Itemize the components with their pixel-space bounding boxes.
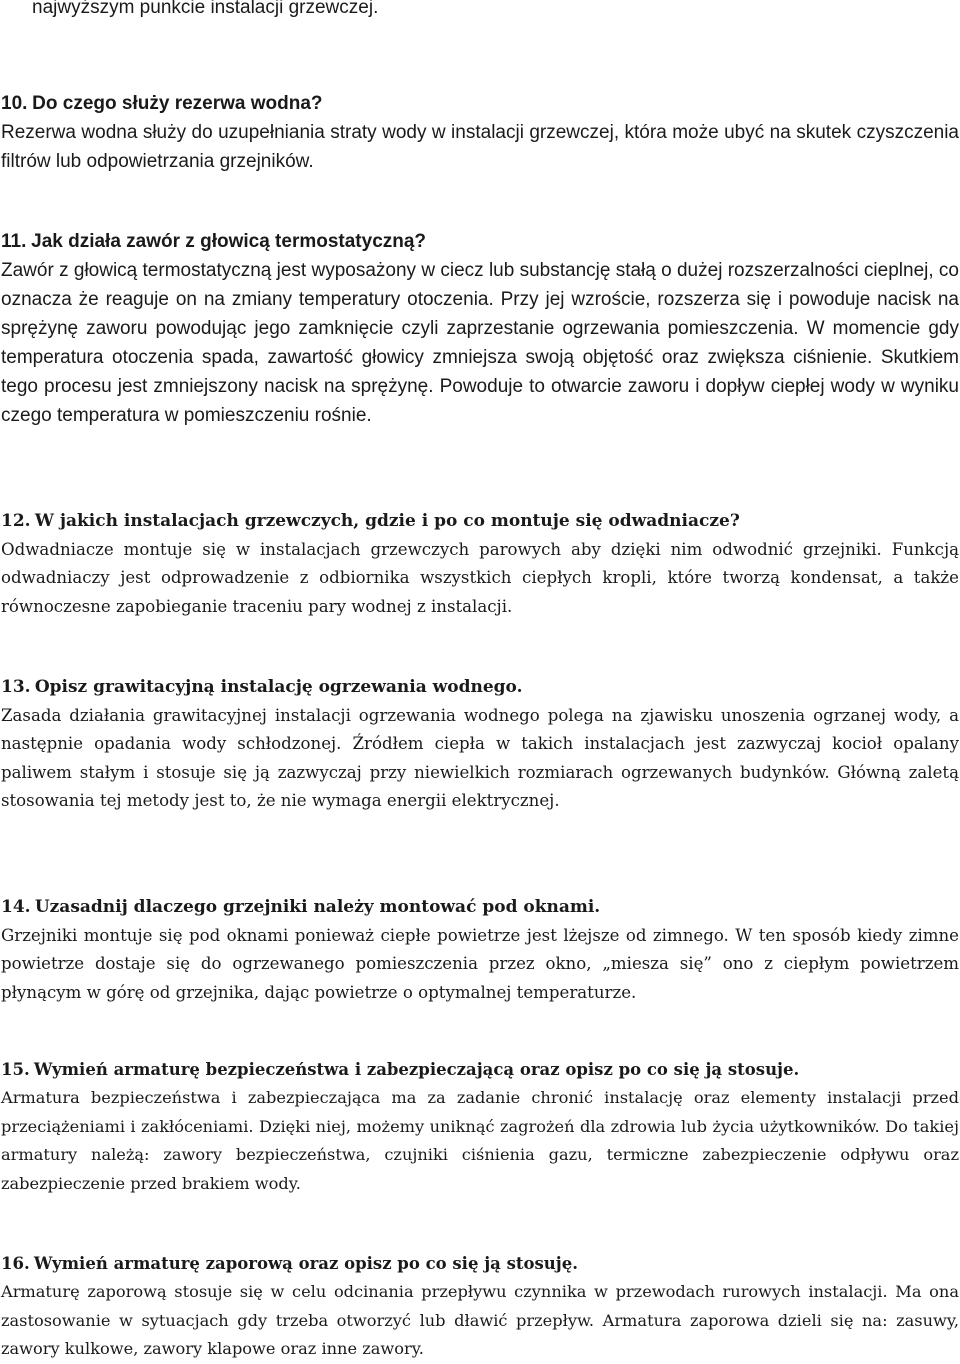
question-title: Wymień armaturę bezpieczeństwa i zabezpieczającą oraz opisz po co się ją stosuje. (33, 1060, 800, 1079)
question-heading (1, 1250, 959, 1278)
question-14 (1, 893, 959, 1007)
question-11 (1, 227, 959, 430)
question-title: Jak działa zawór z głowicą termostatyczną? (31, 231, 427, 252)
question-number: 10. (1, 93, 28, 114)
question-10 (1, 89, 959, 176)
intro-continuation-text: najwyższym punkcie instalacji grzewczej. (32, 0, 379, 18)
question-15 (1, 1056, 959, 1199)
answer-text: Zawór z głowicą termostatyczną jest wyposażony w ciecz lub substancję stałą o dużej rozszerzalności cieplnej, co oznacza że reaguje on na zmiany temperatury otoczenia. Przy jej wzroście, rozszerza się i powoduje nacisk na sprężynę zaworu powodując jego zamknięcie czyli zaprzestanie ogrzewania pomieszczenia. W momencie gdy temperatura otoczenia spada, zawartość głowicy zmniejsza swoją objętość oraz zwiększa ciśnienie. Skutkiem tego procesu jest zmniejszony nacisk na sprężynę. Powoduje to otwarcie zaworu i dopływ ciepłej wody w wyniku czego temperatura w pomieszczeniu rośnie. (1, 260, 959, 426)
question-title: Do czego służy rezerwa wodna? (32, 93, 323, 114)
question-title: Uzasadnij dlaczego grzejniki należy montować pod oknami. (34, 897, 601, 917)
question-12 (1, 507, 959, 621)
question-heading (1, 673, 959, 702)
answer-text: Armaturę zaporową stosuje się w celu odcinania przepływu czynnika w przewodach rurowych instalacji. Ma ona zastosowanie w sytuacjach gdy trzeba otworzyć lub dławić przepływ. Armatura zaporowa dzieli się na: zasuwy, zawory kulkowe, zawory klapowe oraz inne zawory. (1, 1282, 959, 1359)
question-13 (1, 673, 959, 816)
question-heading (1, 893, 959, 922)
question-number: 15. (1, 1060, 30, 1079)
question-heading (1, 227, 959, 256)
answer-text: Odwadniacze montuje się w instalacjach grzewczych parowych aby dzięki nim odwodnić grzejniki. Funkcją odwadniaczy jest odprowadzenie z odbiornika wszystkich ciepłych kropli, które tworzą kondensat, a także równoczesne zapobieganie traceniu pary wodnej z instalacji. (1, 539, 959, 616)
question-title: W jakich instalacjach grzewczych, gdzie i po co montuje się odwadniacze? (34, 511, 740, 531)
answer-text: Grzejniki montuje się pod oknami ponieważ ciepłe powietrze jest lżejsze od zimnego. W ten sposób kiedy zimne powietrze dostaje się do ogrzewanego pomieszczenia przez okno, „miesza się” ono z ciepłym powietrzem płynącym w górę od grzejnika, dając powietrze o optymalnej temperaturze. (1, 925, 959, 1002)
answer-text: Zasada działania grawitacyjnej instalacji ogrzewania wodnego polega na zjawisku unoszenia ogrzanej wody, a następnie opadania wody schłodzonej. Źródłem ciepła w takich instalacjach jest zazwyczaj kocioł opalany paliwem stałym i stosuje się ją zazwyczaj przy niewielkich rozmiarach ogrzewanych budynków. Główną zaletą stosowania tej metody jest to, że nie wymaga energii elektrycznej. (1, 705, 959, 810)
question-heading (1, 507, 959, 536)
answer-text: Armatura bezpieczeństwa i zabezpieczająca ma za zadanie chronić instalację oraz elementy instalacji przed przeciążeniami i zakłóceniami. Dzięki niej, możemy uniknąć zagrożeń dla zdrowia lub życia użytkowników. Do takiej armatury należą: zawory bezpieczeństwa, czujniki ciśnienia gazu, termiczne zabezpieczenie odpływu oraz zabezpieczenie przed brakiem wody. (1, 1088, 959, 1194)
question-number: 12. (1, 511, 31, 531)
question-title: Wymień armaturę zaporową oraz opisz po co się ją stosuję. (33, 1254, 579, 1273)
question-number: 16. (1, 1254, 30, 1273)
question-16 (1, 1250, 959, 1364)
question-title: Opisz grawitacyjną instalację ogrzewania wodnego. (34, 677, 523, 697)
question-heading (1, 89, 959, 118)
question-number: 14. (1, 897, 31, 917)
question-heading (1, 1056, 959, 1084)
answer-text: Rezerwa wodna służy do uzupełniania straty wody w instalacji grzewczej, która może ubyć na skutek czyszczenia filtrów lub odpowietrzania grzejników. (1, 122, 959, 172)
question-number: 11. (1, 231, 27, 252)
question-number: 13. (1, 677, 31, 697)
